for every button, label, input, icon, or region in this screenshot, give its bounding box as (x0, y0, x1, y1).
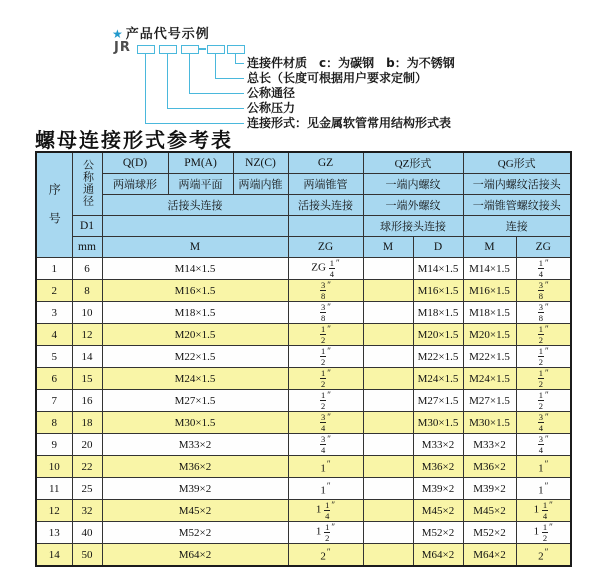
header-union-connection: 活接头连接 (102, 195, 288, 216)
header-gz-desc: 两端锥管 (288, 174, 363, 195)
fraction: $\frac{1}{2}$ (325, 521, 330, 544)
cell-m-thread: M33×2 (102, 434, 288, 456)
fraction: $\frac{3}{4}$ (538, 411, 543, 434)
cell-qz-d: M20×1.5 (413, 324, 463, 346)
cell-qg-zg: $\frac{1}{2}$ ″ (516, 346, 571, 368)
cell-m-thread: M27×1.5 (102, 390, 288, 412)
cell-qz-d: M36×2 (413, 456, 463, 478)
cell-serial: 3 (36, 302, 72, 324)
cell-qg-zg: $\frac{1}{2}$ ″ (516, 390, 571, 412)
header-qg-zg: ZG (516, 237, 571, 258)
header-form-q: Q(D) (102, 152, 168, 174)
table-row (36, 500, 571, 522)
legend-label-length: 总长（长度可根据用户要求定制） (247, 71, 428, 85)
cell-gz-zg: $\frac{3}{4}$ ″ (288, 434, 363, 456)
cell-dn: 40 (72, 522, 102, 544)
cell-qg-zg: 1 $\frac{1}{2}$ ″ (516, 522, 571, 544)
header-nz-desc: 两端内锥 (233, 174, 288, 195)
table-row (36, 390, 571, 412)
cell-qz-m (363, 456, 413, 478)
cell-m-thread: M14×1.5 (102, 258, 288, 280)
cell-dn: 50 (72, 544, 102, 567)
fraction: $\frac{3}{8}$ (538, 301, 543, 324)
cell-dn: 16 (72, 390, 102, 412)
cell-gz-zg: $\frac{1}{2}$ ″ (288, 324, 363, 346)
code-dash (199, 48, 206, 50)
cell-qg-zg: 2″ (516, 544, 571, 567)
cell-qg-zg: $\frac{3}{8}$ ″ (516, 302, 571, 324)
header-form-qz: QZ形式 (363, 152, 463, 174)
header-blank-gz (288, 216, 363, 237)
cell-dn: 22 (72, 456, 102, 478)
cell-qg-zg: $\frac{3}{4}$ ″ (516, 412, 571, 434)
cell-qz-d: M16×1.5 (413, 280, 463, 302)
table-row (36, 324, 571, 346)
cell-m-thread: M64×2 (102, 544, 288, 567)
cell-qg-zg: $\frac{1}{2}$ ″ (516, 324, 571, 346)
cell-gz-zg: 1 $\frac{1}{4}$ ″ (288, 500, 363, 522)
table-row (36, 368, 571, 390)
cell-serial: 2 (36, 280, 72, 302)
cell-qz-m (363, 500, 413, 522)
cell-qz-m (363, 324, 413, 346)
header-q-desc: 两端球形 (102, 174, 168, 195)
star-icon: ★ (112, 27, 124, 41)
cell-serial: 8 (36, 412, 72, 434)
header-form-pm: PM(A) (168, 152, 233, 174)
cell-qz-m (363, 258, 413, 280)
nut-connection-table (35, 151, 572, 567)
cell-gz-zg: 2″ (288, 544, 363, 567)
cell-m-thread: M16×1.5 (102, 280, 288, 302)
cell-qg-zg: 1″ (516, 456, 571, 478)
cell-qz-m (363, 280, 413, 302)
cell-m-thread: M39×2 (102, 478, 288, 500)
cell-qg-zg: $\frac{3}{4}$ ″ (516, 434, 571, 456)
cell-qg-m: M33×2 (463, 434, 516, 456)
cell-qz-d: M30×1.5 (413, 412, 463, 434)
cell-gz-zg: $\frac{1}{2}$ ″ (288, 368, 363, 390)
cell-m-thread: M36×2 (102, 456, 288, 478)
cell-serial: 4 (36, 324, 72, 346)
header-pm-desc: 两端平面 (168, 174, 233, 195)
table-row (36, 302, 571, 324)
fraction: $\frac{1}{2}$ (321, 345, 326, 368)
cell-dn: 18 (72, 412, 102, 434)
cell-serial: 12 (36, 500, 72, 522)
table-row (36, 258, 571, 280)
legend-label-pressure: 公称压力 (247, 101, 296, 115)
cell-qz-m (363, 346, 413, 368)
cell-qg-zg: 1 $\frac{1}{4}$ ″ (516, 500, 571, 522)
table-row (36, 280, 571, 302)
header-blank-m (102, 216, 288, 237)
cell-m-thread: M45×2 (102, 500, 288, 522)
fraction: $\frac{3}{4}$ (321, 433, 326, 456)
cell-dn: 12 (72, 324, 102, 346)
cell-qz-m (363, 302, 413, 324)
fraction: $\frac{1}{2}$ (538, 367, 543, 390)
table-title: 螺母连接形式参考表 (35, 128, 233, 152)
fraction: $\frac{1}{2}$ (538, 389, 543, 412)
header-form-gz: GZ (288, 152, 363, 174)
fraction: $\frac{1}{2}$ (538, 323, 543, 346)
cell-qz-m (363, 544, 413, 567)
cell-dn: 10 (72, 302, 102, 324)
cell-qg-m: M16×1.5 (463, 280, 516, 302)
header-qg-m: M (463, 237, 516, 258)
cell-qz-d: M14×1.5 (413, 258, 463, 280)
fraction: $\frac{3}{8}$ (321, 279, 326, 302)
table-row (36, 478, 571, 500)
header-unit-mm: mm (72, 237, 102, 258)
header-qz-desc2: 一端外螺纹 (363, 195, 463, 216)
cell-qg-m: M52×2 (463, 522, 516, 544)
fraction: $\frac{1}{4}$ (542, 499, 548, 522)
fraction: $\frac{1}{4}$ (325, 499, 330, 522)
header-serial: 序号 (36, 152, 72, 258)
cell-m-thread: M22×1.5 (102, 346, 288, 368)
header-thread-zg: ZG (288, 237, 363, 258)
fraction: $\frac{1}{2}$ (542, 521, 548, 544)
cell-qg-m: M39×2 (463, 478, 516, 500)
cell-dn: 20 (72, 434, 102, 456)
header-form-qg: QG形式 (463, 152, 571, 174)
cell-dn: 32 (72, 500, 102, 522)
cell-m-thread: M30×1.5 (102, 412, 288, 434)
cell-qg-m: M30×1.5 (463, 412, 516, 434)
cell-qz-m (363, 478, 413, 500)
fraction: $\frac{3}{4}$ (321, 411, 326, 434)
cell-qg-zg: $\frac{3}{8}$ ″ (516, 280, 571, 302)
cell-dn: 15 (72, 368, 102, 390)
cell-dn: 25 (72, 478, 102, 500)
header-diameter: 公称通径 (72, 152, 102, 216)
fraction: $\frac{1}{2}$ (538, 345, 543, 368)
fraction: $\frac{1}{2}$ (321, 389, 326, 412)
fraction: $\frac{3}{8}$ (538, 279, 543, 302)
cell-serial: 7 (36, 390, 72, 412)
cell-qg-m: M45×2 (463, 500, 516, 522)
cell-qz-d: M64×2 (413, 544, 463, 567)
header-qg-desc2: 一端锥管螺纹接头 (463, 195, 571, 216)
cell-qg-zg: 1″ (516, 478, 571, 500)
legend-label-connection: 连接形式：见金属软管常用结构形式表 (247, 116, 452, 130)
table-row (36, 522, 571, 544)
header-d1: D1 (72, 216, 102, 237)
cell-qz-d: M52×2 (413, 522, 463, 544)
cell-serial: 6 (36, 368, 72, 390)
header-form-nz: NZ(C) (233, 152, 288, 174)
table-row (36, 412, 571, 434)
cell-qz-m (363, 412, 413, 434)
cell-gz-zg: $\frac{1}{2}$ ″ (288, 390, 363, 412)
legend-label-material: 连接件材质 c：为碳钢 b：为不锈钢 (247, 56, 455, 70)
cell-serial: 14 (36, 544, 72, 567)
cell-qz-d: M24×1.5 (413, 368, 463, 390)
table-row (36, 544, 571, 567)
cell-gz-zg: $\frac{3}{4}$ ″ (288, 412, 363, 434)
cell-dn: 14 (72, 346, 102, 368)
fraction: $\frac{3}{4}$ (538, 433, 543, 456)
cell-gz-zg: 1 $\frac{1}{2}$ ″ (288, 522, 363, 544)
header-thread-m: M (102, 237, 288, 258)
cell-serial: 13 (36, 522, 72, 544)
cell-qg-m: M36×2 (463, 456, 516, 478)
cell-serial: 9 (36, 434, 72, 456)
cell-serial: 5 (36, 346, 72, 368)
table-header (36, 152, 571, 258)
cell-qz-m (363, 434, 413, 456)
cell-qg-m: M24×1.5 (463, 368, 516, 390)
fraction: $\frac{1}{2}$ (321, 367, 326, 390)
cell-qz-d: M27×1.5 (413, 390, 463, 412)
cell-dn: 8 (72, 280, 102, 302)
cell-qz-m (363, 390, 413, 412)
header-qz-m: M (363, 237, 413, 258)
table-row (36, 346, 571, 368)
cell-gz-zg: $\frac{3}{8}$ ″ (288, 302, 363, 324)
cell-qg-m: M27×1.5 (463, 390, 516, 412)
cell-qg-m: M22×1.5 (463, 346, 516, 368)
cell-qz-d: M22×1.5 (413, 346, 463, 368)
cell-qg-m: M14×1.5 (463, 258, 516, 280)
cell-qg-m: M18×1.5 (463, 302, 516, 324)
table-body (36, 258, 571, 567)
table-row (36, 434, 571, 456)
fraction: $\frac{1}{2}$ (321, 323, 326, 346)
cell-serial: 1 (36, 258, 72, 280)
header-qz-desc3: 球形接头连接 (363, 216, 463, 237)
cell-serial: 11 (36, 478, 72, 500)
header-qz-desc: 一端内螺纹 (363, 174, 463, 195)
cell-qz-m (363, 522, 413, 544)
code-prefix: JR (114, 40, 131, 55)
cell-gz-zg: 1″ (288, 478, 363, 500)
cell-qg-zg: $\frac{1}{4}$ ″ (516, 258, 571, 280)
cell-serial: 10 (36, 456, 72, 478)
header-qz-d: D (413, 237, 463, 258)
legend-label-diameter: 公称通径 (247, 86, 296, 100)
cell-m-thread: M20×1.5 (102, 324, 288, 346)
cell-qz-d: M39×2 (413, 478, 463, 500)
connector-line-5 (235, 53, 244, 64)
cell-m-thread: M24×1.5 (102, 368, 288, 390)
cell-qz-d: M18×1.5 (413, 302, 463, 324)
cell-dn: 6 (72, 258, 102, 280)
cell-qz-d: M33×2 (413, 434, 463, 456)
table-row (36, 456, 571, 478)
cell-gz-zg: $\frac{3}{8}$ ″ (288, 280, 363, 302)
cell-gz-zg: 1″ (288, 456, 363, 478)
cell-m-thread: M18×1.5 (102, 302, 288, 324)
cell-qz-m (363, 368, 413, 390)
cell-qg-m: M64×2 (463, 544, 516, 567)
fraction: $\frac{1}{4}$ (329, 257, 334, 280)
cell-qz-d: M45×2 (413, 500, 463, 522)
cell-gz-zg: $\frac{1}{2}$ ″ (288, 346, 363, 368)
cell-gz-zg: ZG $\frac{1}{4}$ ″ (288, 258, 363, 280)
cell-m-thread: M52×2 (102, 522, 288, 544)
header-gz-connection: 活接头连接 (288, 195, 363, 216)
diagram-title-text: 产品代号示例 (125, 27, 210, 42)
fraction: $\frac{1}{4}$ (538, 257, 543, 280)
header-qg-desc3: 连接 (463, 216, 571, 237)
fraction: $\frac{3}{8}$ (321, 301, 326, 324)
cell-qg-m: M20×1.5 (463, 324, 516, 346)
cell-qg-zg: $\frac{1}{2}$ ″ (516, 368, 571, 390)
header-qg-desc: 一端内螺纹活接头 (463, 174, 571, 195)
